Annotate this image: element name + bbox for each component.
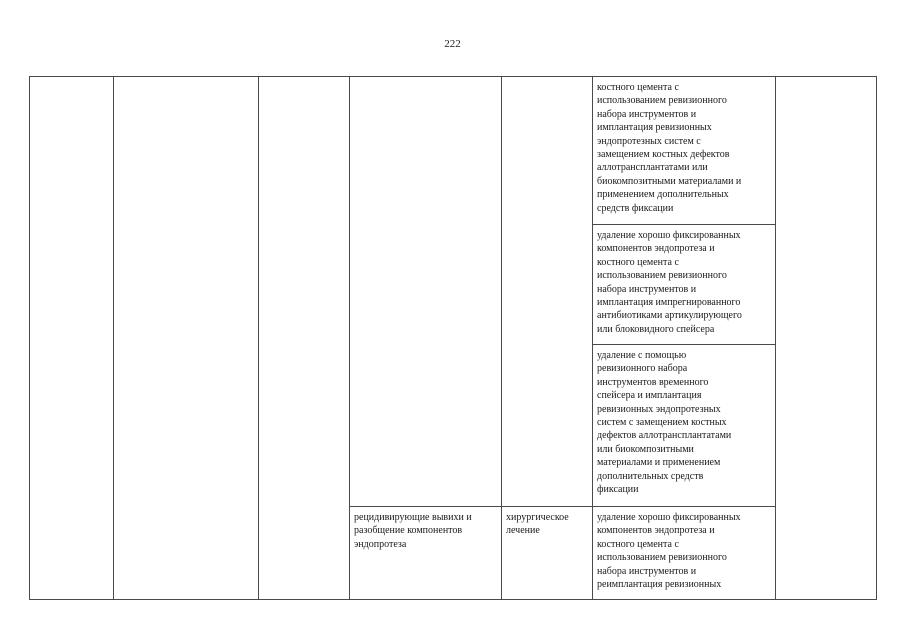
procedure-cell: костного цемента с использованием ревизионного набора инструментов и имплантация ревизионных эндопротезных систем с замещением костных дефектов аллотрансплантатами или биокомпозитными материалами и применением дополнительных средств фиксации	[593, 77, 776, 225]
table-row	[30, 77, 877, 225]
column-7-cell	[776, 77, 877, 600]
procedure-cell: удаление с помощью ревизионного набора инструментов временного спейсера и имплантация ревизионных эндопротезных систем с замещением костных дефектов аллотрансплантатами или биокомпозитными материалами и применением дополнительных средств фиксации	[593, 345, 776, 507]
procedures-table	[29, 76, 877, 600]
page-number: 222	[444, 38, 461, 50]
column-1-cell	[30, 77, 114, 600]
condition-cell-empty	[350, 77, 502, 507]
column-2-cell	[114, 77, 259, 600]
procedure-cell: удаление хорошо фиксированных компонентов эндопротеза и костного цемента с использованием ревизионного набора инструментов и реимплантация ревизионных	[593, 507, 776, 600]
treatment-cell-empty	[502, 77, 593, 507]
column-3-cell	[259, 77, 350, 600]
treatment-cell: хирургическое лечение	[502, 507, 593, 600]
procedure-cell: удаление хорошо фиксированных компонентов эндопротеза и костного цемента с использованием ревизионного набора инструментов и имплантация импрегнированного антибиотиками артикулирующего или блоковидного спейсера	[593, 225, 776, 345]
condition-cell: рецидивирующие вывихи и разобщение компонентов эндопротеза	[350, 507, 502, 600]
